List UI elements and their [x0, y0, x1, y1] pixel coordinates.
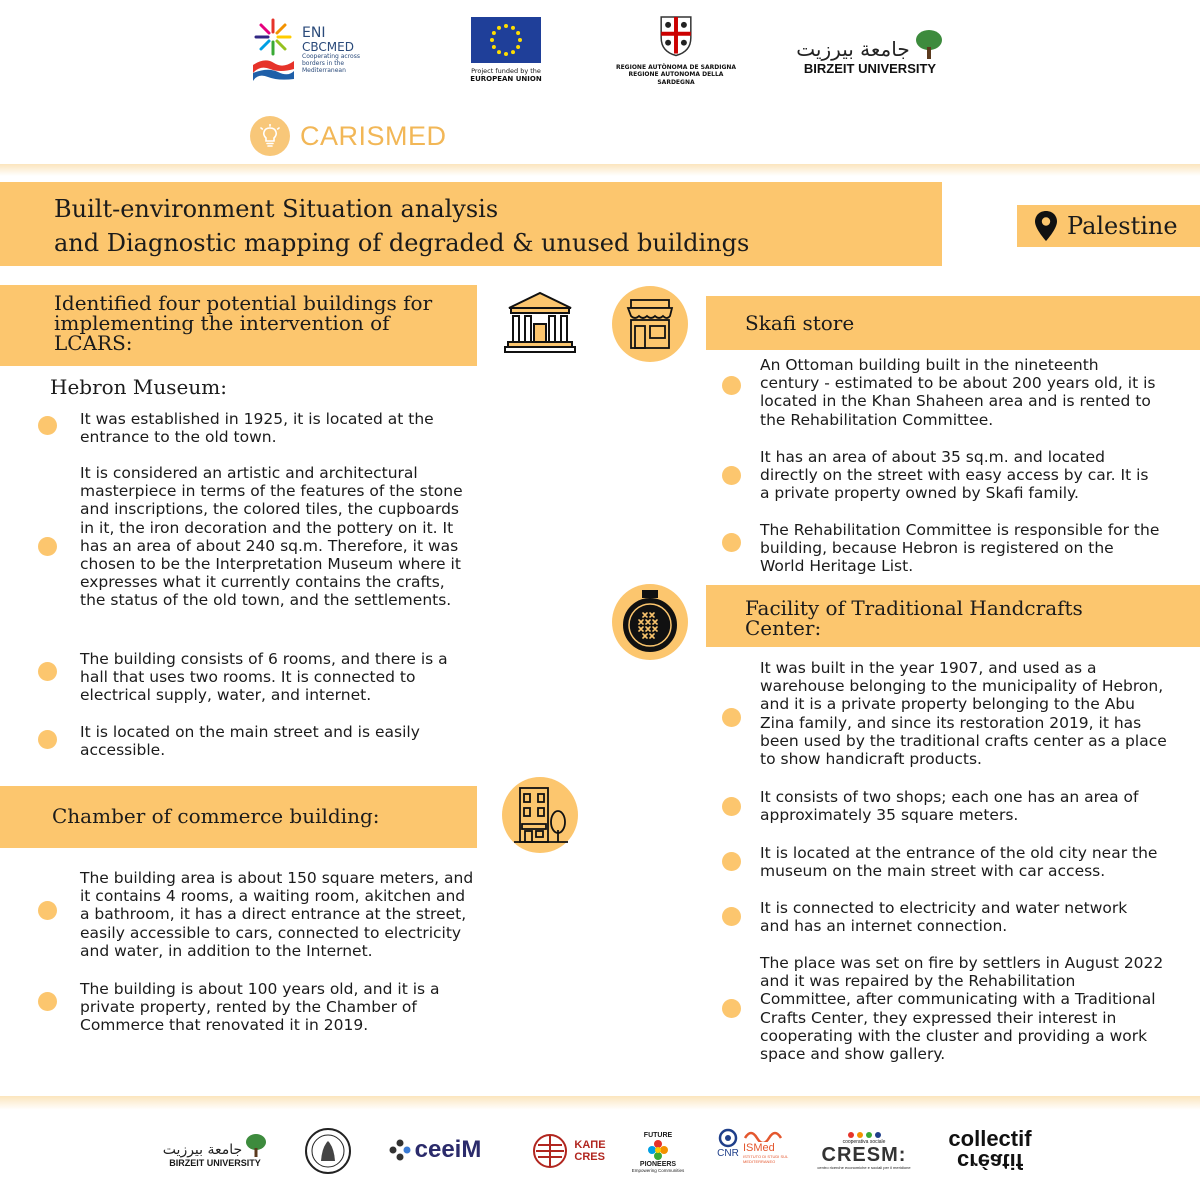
cresm-sub: centro ricerche economiche e sociali per il meridione	[817, 1165, 911, 1170]
carismed-name: CARISMED	[300, 120, 447, 151]
chamber-icon-circle	[502, 777, 578, 853]
pioneers-text: PIONEERS	[639, 1160, 677, 1168]
museum-item-2: It is considered an artistic and architectural masterpiece in terms of the features of the stone and inscriptions, the colored tiles, the cupboards in it, the iron decoration and the pottery on it. It has an area of about 240 sq.m. Therefore, it was chosen to be the Interpretation Museum where it expresses what it currently contains the crafts, the status of the old town, and the settlements.	[80, 464, 463, 610]
page-title	[54, 192, 934, 260]
collectif-name: collectif	[948, 1126, 1032, 1151]
cnr-icon	[717, 1128, 739, 1148]
cresm-top: cooperativa sociale	[842, 1139, 886, 1145]
museum-item-4: It is located on the main street and is easily accessible.	[80, 723, 420, 760]
facility-bullet-4	[722, 907, 741, 926]
footer-ceeim-logo	[380, 1132, 490, 1168]
top-divider-band	[0, 164, 1200, 176]
birzeit-logo	[790, 20, 950, 84]
museum-bullet-1	[38, 416, 57, 435]
sardegna-shield-icon	[658, 14, 694, 58]
museum-bullet-2	[38, 537, 57, 556]
skafi-bullet-2	[722, 466, 741, 485]
footer-future-pioneers-logo	[628, 1126, 688, 1178]
footer-birzeit-arabic: جامعة بيرزيت	[162, 1142, 243, 1158]
eu-caption-1: Project funded by the	[471, 66, 541, 75]
chamber-item-1: The building area is about 150 square meters, and it contains 4 rooms, a waiting room, akitchen and a bathroom, it has a direct entrance at the street, easily accessible to cars, connected to electricity and water, in addition to the Internet.	[80, 869, 474, 960]
museum-item-1: It was established in 1925, it is located at the entrance to the old town.	[80, 410, 434, 447]
facility-heading: Facility of Traditional Handcrafts Center:	[745, 596, 1083, 640]
page-title-line-2: and Diagnostic mapping of degraded & unused buildings	[54, 229, 750, 257]
skafi-item-3: The Rehabilitation Committee is responsible for the building, because Hebron is registered on the World Heritage List.	[760, 521, 1160, 576]
facility-bullet-3	[722, 852, 741, 871]
future-text: FUTURE	[643, 1131, 673, 1139]
ceeim-name: ceeiM	[414, 1136, 482, 1163]
ismed-name: ISMed	[743, 1142, 775, 1154]
ismed-sub: ISTITUTO DI STUDI SUL MEDITERRANEO	[743, 1154, 789, 1164]
facility-bullet-2	[722, 797, 741, 816]
eu-caption-2: EUROPEAN UNION	[470, 74, 542, 83]
eni-title: ENI	[302, 24, 326, 41]
facility-bullet-5	[722, 999, 741, 1018]
footer-kape-logo	[524, 1128, 614, 1174]
carismed-brand	[250, 116, 447, 156]
facility-item-1: It was built in the year 1907, and used as a warehouse belonging to the municipality of Hebron, and it is a private property belonging to the Abu Zina family, and since its restoration 2019, it has been used by the traditional crafts center as a place to show handicraft products.	[760, 659, 1167, 769]
skafi-item-1: An Ottoman building built in the nineteenth century - estimated to be about 200 years old, it is located in the Khan Shaheen area and is rented to the Rehabilitation Committee.	[760, 356, 1156, 429]
cresm-dots	[848, 1132, 881, 1138]
kape-name: ΚΑΠΕ	[574, 1139, 606, 1151]
eni-subtitle: CBCMED	[302, 40, 354, 55]
museum-bullet-4	[38, 730, 57, 749]
museum-heading: Hebron Museum:	[50, 375, 227, 399]
sardegna-logo	[614, 14, 738, 86]
facility-item-3: It is located at the entrance of the old city near the museum on the main street with car access.	[760, 844, 1158, 881]
museum-building-icon	[503, 290, 577, 354]
chamber-bullet-2	[38, 992, 57, 1011]
sardegna-caption-2: REGIONE AUTONOMA DELLA SARDEGNA	[628, 71, 724, 86]
birzeit-arabic-text: جامعة بيرزيت	[796, 36, 910, 61]
store-icon	[623, 296, 677, 352]
pioneers-sub: Empowering Communities	[631, 1167, 685, 1173]
chamber-bullet-1	[38, 901, 57, 920]
birzeit-name: BIRZEIT UNIVERSITY	[803, 60, 937, 76]
page-title-line-1: Built-environment Situation analysis	[54, 195, 499, 223]
footer-university-seal	[303, 1126, 353, 1176]
lightbulb-icon	[250, 116, 290, 156]
location-label: Palestine	[1067, 212, 1178, 240]
footer-collectif-logo	[938, 1124, 1042, 1176]
footer-cresm-logo	[816, 1126, 912, 1176]
collectif-mirror: créatif	[956, 1149, 1024, 1174]
skafi-bullet-3	[722, 533, 741, 552]
intro-heading: Identified four potential buildings for implementing the intervention of LCARS:	[54, 291, 433, 355]
eni-tagline: Cooperating across borders in the Mediterranean	[302, 53, 360, 74]
olive-tree-icon	[914, 29, 944, 61]
skafi-heading: Skafi store	[745, 311, 855, 335]
ismed-waves-icon	[743, 1128, 783, 1142]
cresm-name: CRESM:	[821, 1144, 907, 1166]
embroidery-hoop-icon	[619, 589, 681, 655]
facility-item-2: It consists of two shops; each one has an area of approximately 35 square meters.	[760, 788, 1139, 825]
facility-icon-circle	[612, 584, 688, 660]
skafi-bullet-1	[722, 376, 741, 395]
cnr-name: CNR	[717, 1148, 739, 1159]
location-badge	[1017, 205, 1200, 247]
sardegna-caption-1: REGIONE AUTÒNOMA DE SARDIGNA	[615, 63, 737, 71]
pioneers-flower-icon	[647, 1139, 669, 1161]
skafi-icon-circle	[612, 286, 688, 362]
shop-building-icon	[510, 784, 570, 846]
ceeim-dots-icon	[389, 1139, 411, 1161]
facility-item-4: It is connected to electricity and water network and has an internet connection.	[760, 899, 1128, 936]
footer-birzeit-name: BIRZEIT UNIVERSITY	[169, 1158, 261, 1168]
museum-bullet-3	[38, 662, 57, 681]
eni-flower-icon	[250, 17, 296, 83]
cres-name: CRES	[574, 1151, 605, 1163]
chamber-item-2: The building is about 100 years old, and it is a private property, rented by the Chamber of Commerce that renovated it in 2019.	[80, 980, 440, 1035]
museum-item-3: The building consists of 6 rooms, and there is a hall that uses two rooms. It is connected to electrical supply, water, and internet.	[80, 650, 448, 705]
facility-bullet-1	[722, 708, 741, 727]
footer-cnr-ismed-logo	[708, 1128, 800, 1176]
eu-logo	[466, 14, 546, 86]
footer-birzeit-logo	[160, 1128, 270, 1174]
facility-item-5: The place was set on fire by settlers in August 2022 and it was repaired by the Rehabilitation Committee, after communicating with a Traditional Crafts Center, they expressed their interest in cooperating with the cluster and providing a work space and show gallery.	[760, 954, 1164, 1064]
kape-circle-icon	[532, 1133, 568, 1169]
eu-flag-icon	[471, 17, 541, 63]
chamber-heading: Chamber of commerce building:	[52, 804, 380, 828]
eni-cbcmed-logo	[250, 14, 390, 86]
bottom-divider-band	[0, 1096, 1200, 1110]
partner-logos	[0, 1120, 1200, 1180]
footer-olive-tree-icon	[245, 1134, 267, 1158]
map-pin-icon	[1035, 211, 1057, 241]
university-seal-icon	[304, 1127, 352, 1175]
skafi-item-2: It has an area of about 35 sq.m. and located directly on the street with easy access by car. It is a private property owned by Skafi family.	[760, 448, 1149, 503]
